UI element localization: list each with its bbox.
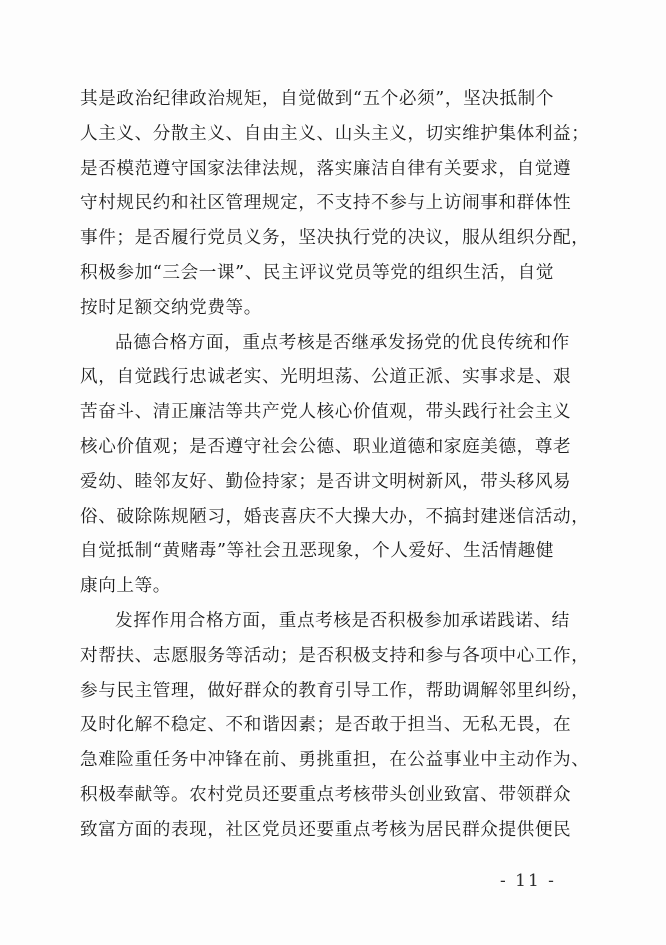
paragraph-first-line: 发挥作用合格方面，重点考核是否积极参加承诺践诺、结 <box>115 610 570 631</box>
text-line: 苦奋斗、清正廉洁等共产党人核心价值观，带头践行社会主义 <box>80 402 572 423</box>
text-line: 积极奉献等。农村党员还要重点考核带头创业致富、带领群众 <box>80 784 572 805</box>
text-line: 其是政治纪律政治规矩，自觉做到“五个必须”，坚决抵制个 <box>80 89 555 109</box>
text-line: 事件；是否履行党员义务，坚决执行党的决议，服从组织分配， <box>80 228 590 249</box>
body-text <box>80 82 600 848</box>
text-line: 是否模范遵守国家法律法规，落实廉洁自律有关要求，自觉遵 <box>80 158 572 179</box>
text-line: 风，自觉践行忠诚老实、光明坦荡、公道正派、实事求是、艰 <box>80 367 572 388</box>
paragraph-first-line: 品德合格方面，重点考核是否继承发扬党的优良传统和作 <box>115 332 570 353</box>
text-line: 自觉抵制“黄赌毒”等社会丑恶现象，个人爱好、生活情趣健 <box>80 541 555 562</box>
text-line: 致富方面的表现，社区党员还要重点考核为居民群众提供便民 <box>80 819 572 840</box>
text-line: 核心价值观；是否遵守社会公德、职业道德和家庭美德，尊老 <box>80 436 572 457</box>
text-line: 俗、破除陈规陋习，婚丧喜庆不大操大办，不搞封建迷信活动， <box>80 506 590 527</box>
text-line: 人主义、分散主义、自由主义、山头主义，切实维护集体利益； <box>80 123 590 144</box>
text-line: 爱幼、睦邻友好、勤俭持家；是否讲文明树新风，带头移风易 <box>80 471 572 492</box>
page-number: - 11 - <box>500 871 556 891</box>
text-line: 及时化解不稳定、不和谐因素；是否敢于担当、无私无畏，在 <box>80 715 572 736</box>
text-line: 康向上等。 <box>80 576 171 597</box>
text-line: 按时足额交纳党费等。 <box>80 297 262 318</box>
text-line: 对帮扶、志愿服务等活动；是否积极支持和参与各项中心工作， <box>80 645 590 666</box>
text-line: 积极参加“三会一课”、民主评议党员等党的组织生活，自觉 <box>80 262 555 283</box>
text-line: 参与民主管理，做好群众的教育引导工作，帮助调解邻里纠纷， <box>80 680 590 701</box>
text-line: 急难险重任务中冲锋在前、勇挑重担，在公益事业中主动作为、 <box>80 750 590 771</box>
text-line: 守村规民约和社区管理规定，不支持不参与上访闹事和群体性 <box>80 193 572 214</box>
